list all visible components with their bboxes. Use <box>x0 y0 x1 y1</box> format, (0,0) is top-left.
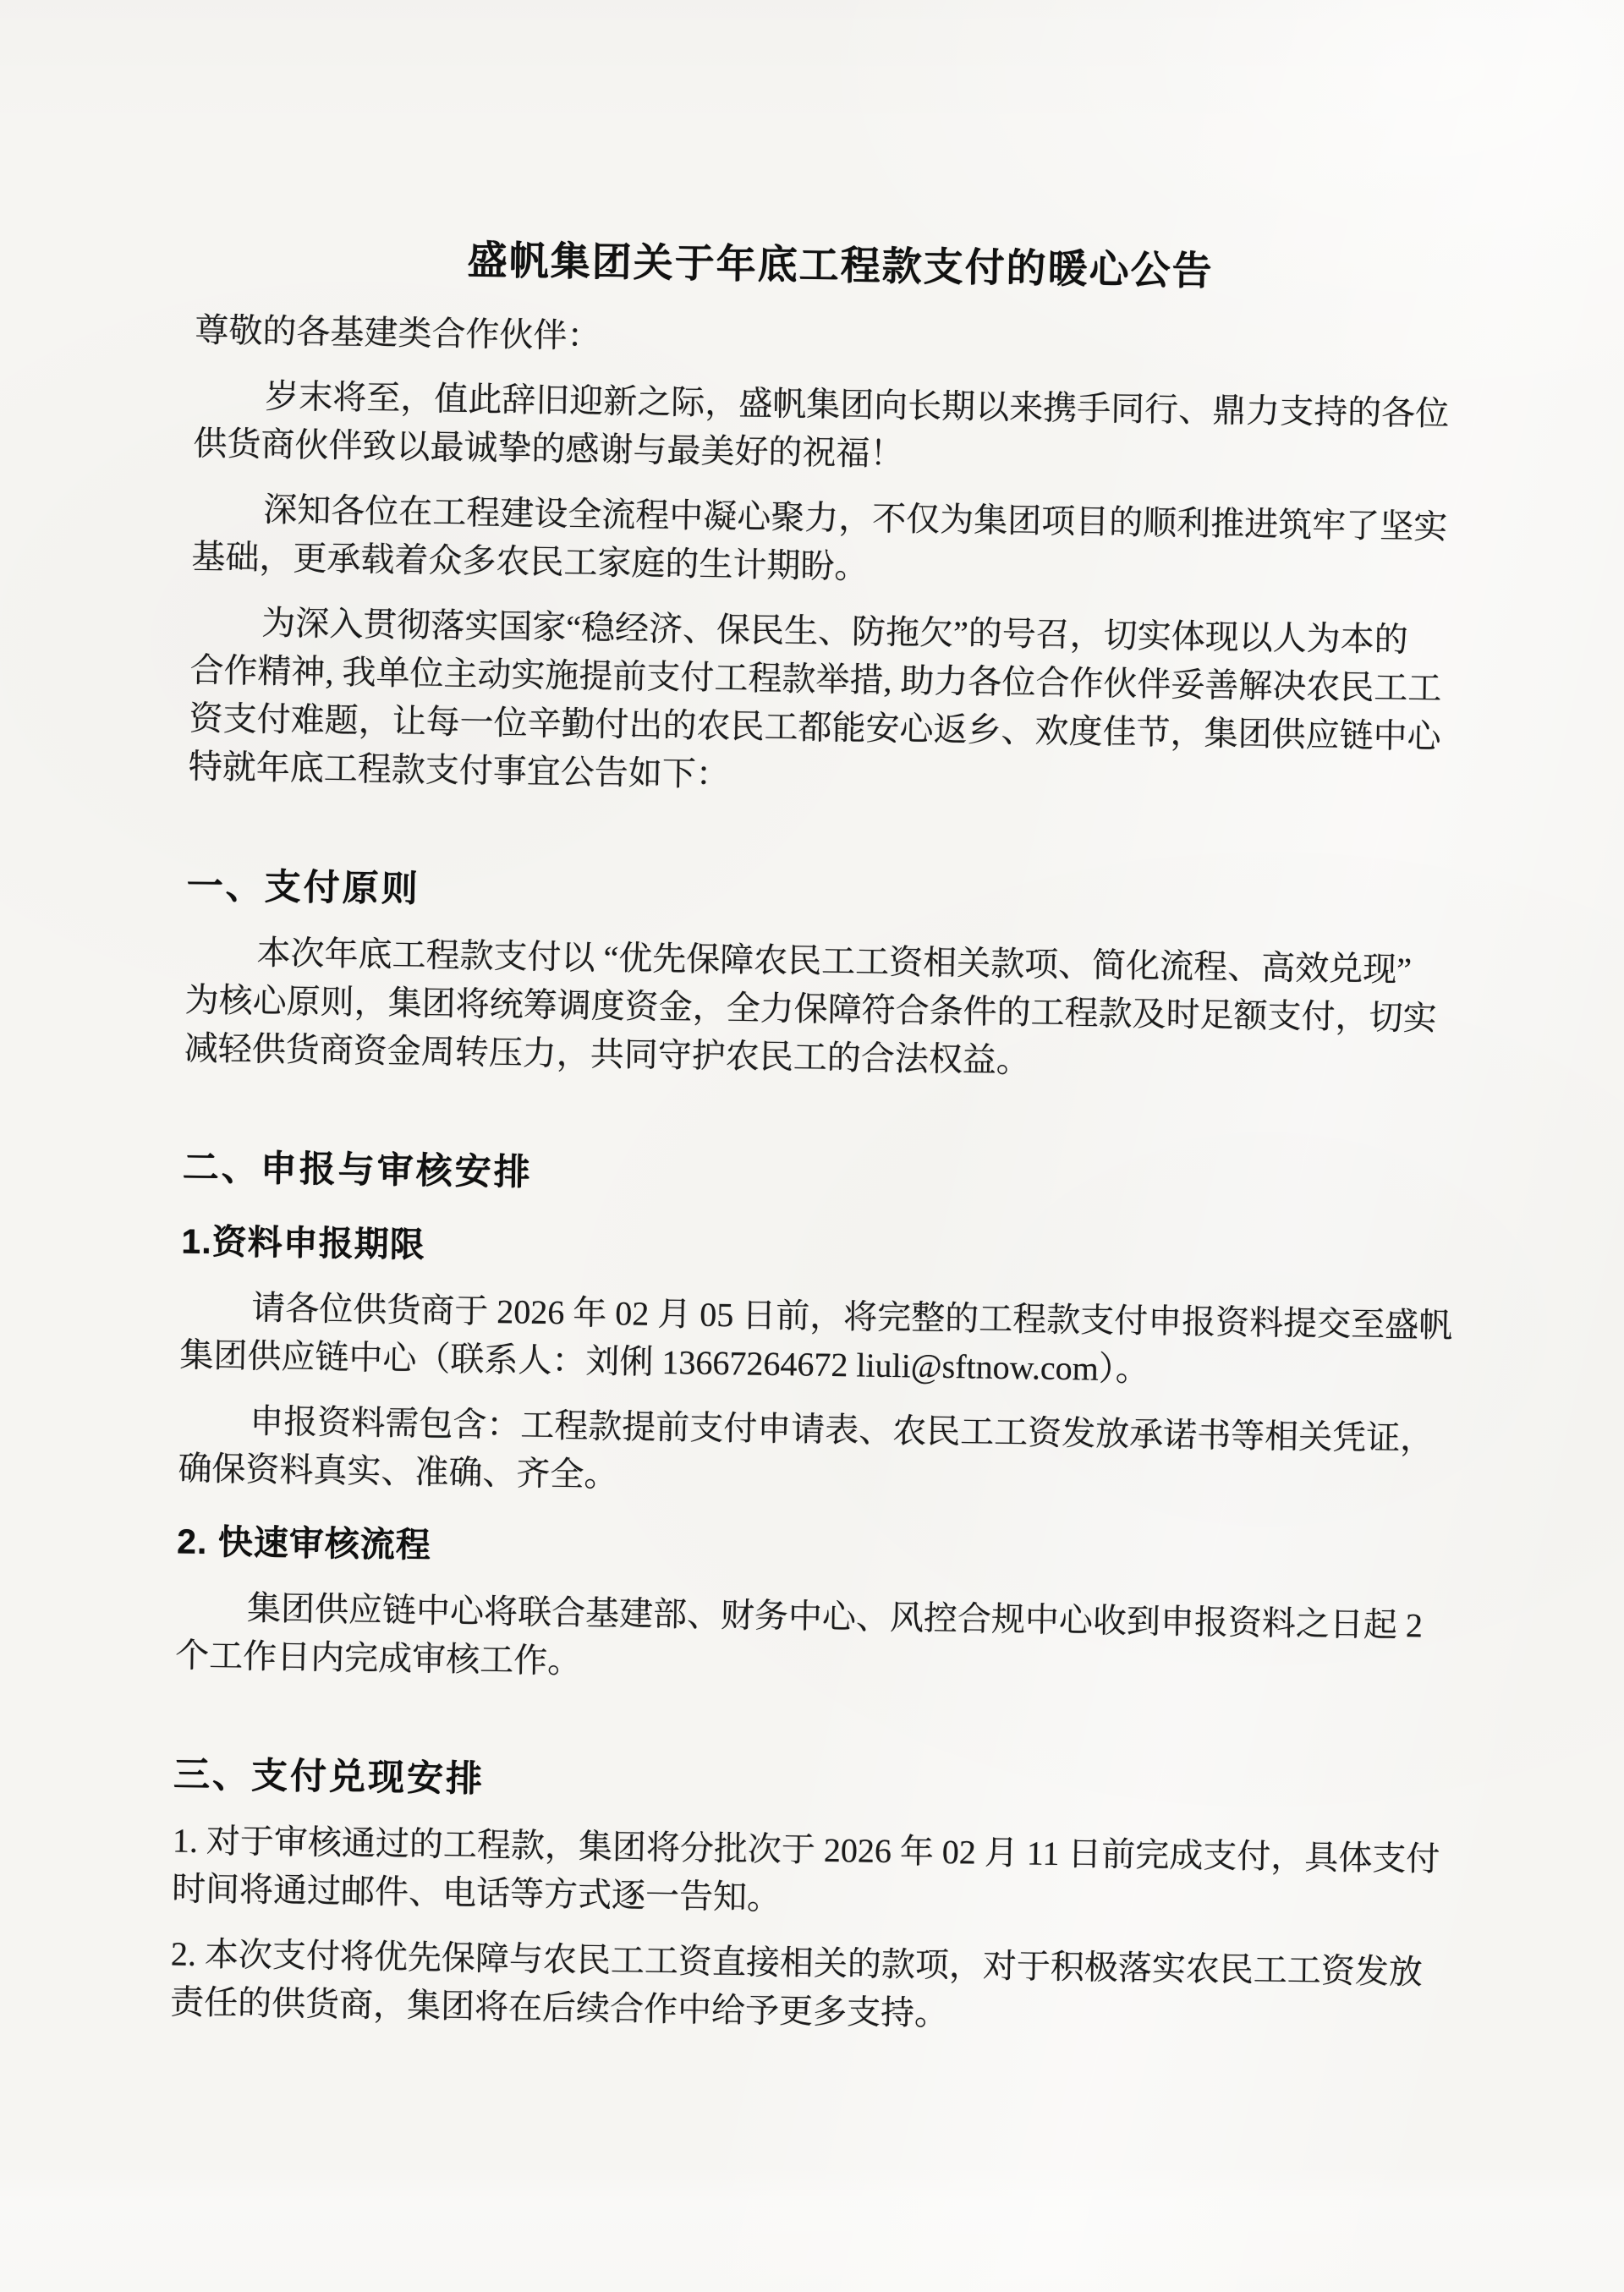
section-heading: 二、申报与审核安排 <box>182 1147 534 1193</box>
paragraph <box>188 598 1479 810</box>
text-line: 1. 对于审核通过的工程款，集团将分批次于 2026 年 02 月 11 日前完成支付，具体支付 <box>172 1821 1440 1878</box>
text-line: 为核心原则，集团将统筹调度资金，全力保障符合条件的工程款及时足额支付，切实 <box>184 980 1437 1038</box>
paragraph <box>178 1396 1468 1512</box>
document-content <box>170 227 1485 2045</box>
text-line: 资支付难题，让每一位辛勤付出的农民工都能安心返乡、欢度佳节，集团供应链中心 <box>189 699 1441 756</box>
text-line: 减轻供货商资金周转压力，共同守护农民工的合法权益。 <box>184 1028 1031 1080</box>
paragraph <box>179 1283 1470 1399</box>
paragraph <box>172 1816 1462 1932</box>
paragraph <box>175 1583 1466 1699</box>
text-line: 确保资料真实、准确、齐全。 <box>178 1449 618 1494</box>
paragraph <box>184 928 1474 1092</box>
text-line: 请各位供货商于 2026 年 02 月 05 日前，将完整的工程款支付申报资料提交至盛帆 <box>251 1288 1453 1345</box>
text-line: 特就年底工程款支付事宜公告如下： <box>188 747 731 794</box>
text-line: 基础，更承载着众多农民工家庭的生计期盼。 <box>191 537 869 586</box>
text-line: 为深入贯彻落实国家“稳经济、保民生、防拖欠”的号召，切实体现以人为本的 <box>261 603 1409 660</box>
text-line: 申报资料需包含：工程款提前支付申请表、农民工工资发放承诺书等相关凭证， <box>250 1401 1435 1458</box>
text-line: 本次年底工程款支付以 “优先保障农民工工资相关款项、简化流程、高效兑现” <box>256 933 1413 990</box>
text-line: 供货商伙伴致以最诚挚的感谢与最美好的祝福！ <box>193 424 904 474</box>
text-line: 责任的供货商，集团将在后续合作中给予更多支持。 <box>169 1982 949 2033</box>
text-line: 岁末将至，值此辞旧迎新之际，盛帆集团向长期以来携手同行、鼎力支持的各位 <box>264 376 1450 433</box>
text-line: 深知各位在工程建设全流程中凝心聚力，不仅为集团项目的顺利推进筑牢了坚实 <box>263 490 1448 546</box>
text-line: 2. 本次支付将优先保障与农民工工资直接相关的款项，对于积极落实农民工工资发放 <box>170 1934 1424 1992</box>
section-heading: 三、支付兑现安排 <box>173 1754 486 1800</box>
paragraph <box>193 371 1484 487</box>
sub-heading: 2. 快速审核流程 <box>176 1522 432 1565</box>
salutation-line: 尊敬的各基建类合作伙伴： <box>195 310 601 355</box>
section-heading: 一、支付原则 <box>186 865 421 910</box>
paragraph <box>191 485 1482 600</box>
sub-heading: 1.资料申报期限 <box>181 1221 426 1264</box>
document-body <box>170 371 1484 2045</box>
document-title: 盛帆集团关于年底工程款支付的暖心公告 <box>467 237 1215 293</box>
text-line: 集团供应链中心将联合基建部、财务中心、风控合规中心收到申报资料之日起 2 <box>246 1588 1424 1645</box>
text-line: 合作精神, 我单位主动实施提前支付工程款举措, 助力各位合作伙伴妥善解决农民工工 <box>189 650 1442 708</box>
text-line: 时间将通过邮件、电话等方式逐一告知。 <box>171 1869 782 1917</box>
paragraph <box>170 1929 1461 2045</box>
text-line: 集团供应链中心（联系人：刘俐 13667264672 liuli@sftnow.com）。 <box>179 1335 1150 1389</box>
text-line: 个工作日内完成审核工作。 <box>174 1636 582 1681</box>
